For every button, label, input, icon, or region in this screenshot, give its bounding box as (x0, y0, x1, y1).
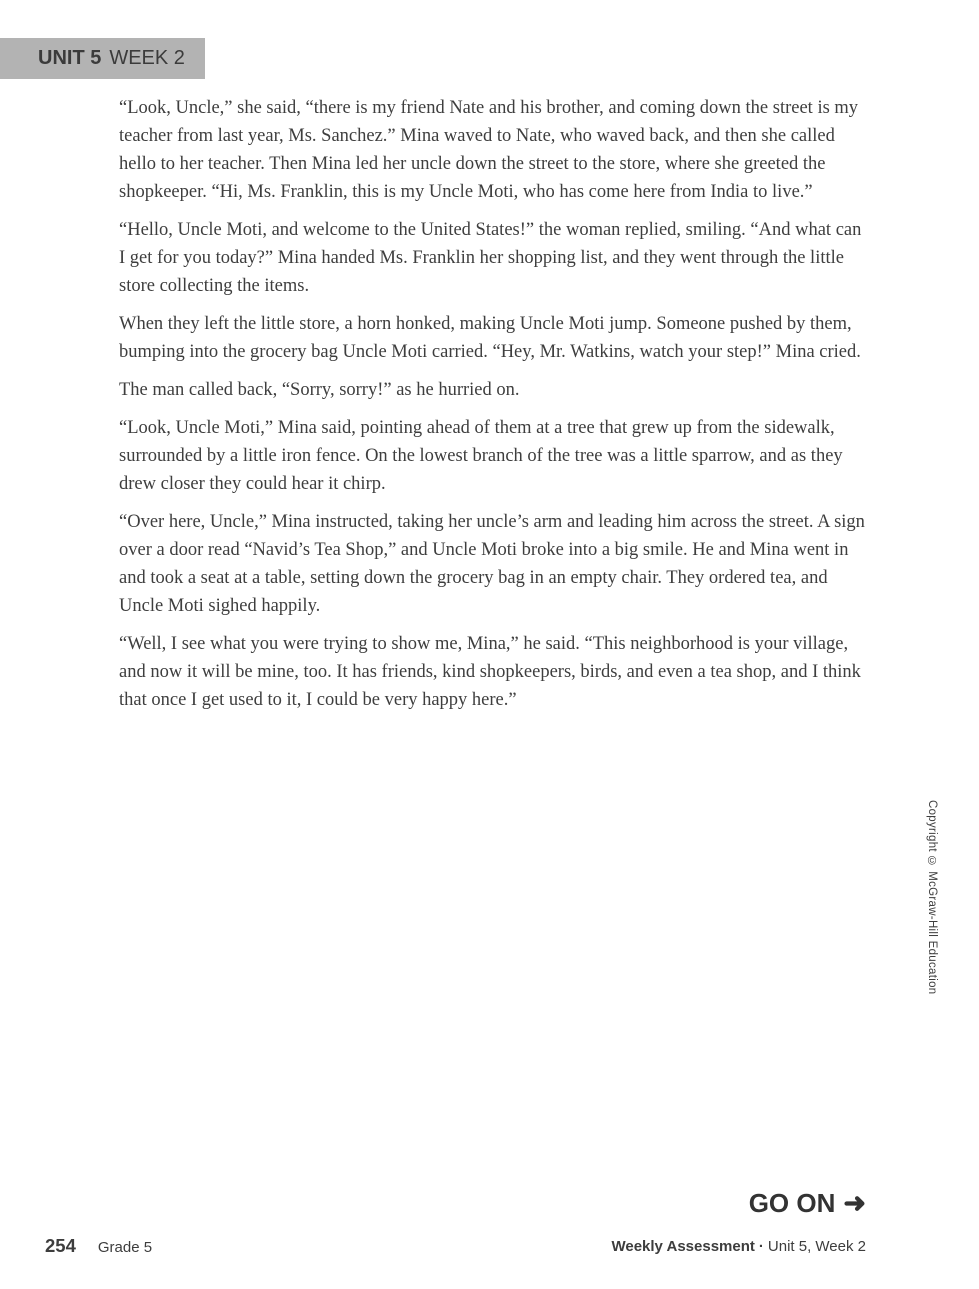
footer-separator: · (758, 1238, 764, 1255)
footer-left (45, 1235, 152, 1257)
passage-paragraph-3: When they left the little store, a horn honked, making Uncle Moti jump. Someone pushed by them, bumping into the grocery bag Uncle Moti carried. “Hey, Mr. Watkins, watch your step!” Mina cried. (119, 314, 861, 362)
go-on-instruction (749, 1188, 866, 1219)
unit-week-badge (0, 38, 205, 79)
week-label: WEEK 2 (109, 47, 185, 69)
passage-paragraph-6: “Over here, Uncle,” Mina instructed, taking her uncle’s arm and leading him across the street. A sign over a door read “Navid’s Tea Shop,” and Uncle Moti broke into a big smile. He and Mina went in and took a seat at a table, setting down the grocery bag in an empty chair. They ordered tea, and Uncle Moti sighed happily. (119, 512, 865, 616)
go-on-label: GO ON (748, 1188, 836, 1218)
unit-label: UNIT 5 (38, 47, 102, 69)
passage-paragraph-5: “Look, Uncle Moti,” Mina said, pointing ahead of them at a tree that grew up from the sidewalk, surrounded by a little iron fence. On the lowest branch of the tree was a little sparrow, and as they drew closer they could hear it chirp. (119, 418, 843, 494)
grade-label: Grade 5 (97, 1239, 153, 1256)
right-arrow-icon: ➜ (843, 1188, 866, 1218)
passage-paragraph-7: “Well, I see what you were trying to show me, Mina,” he said. “This neighborhood is your village, and now it will be mine, too. It has friends, kind shopkeepers, birds, and even a tea shop, and I think that once I get used to it, I could be very happy here.” (119, 634, 861, 710)
passage-paragraph-4: The man called back, “Sorry, sorry!” as he hurried on. (119, 380, 520, 400)
assessment-title: Weekly Assessment (611, 1238, 755, 1255)
page-number: 254 (45, 1235, 76, 1256)
reading-passage (119, 94, 867, 724)
unit-week-footer: Unit 5, Week 2 (767, 1238, 866, 1255)
passage-paragraph-2: “Hello, Uncle Moti, and welcome to the United States!” the woman replied, smiling. “And what can I get for you today?” Mina handed Ms. Franklin her shopping list, and they went through the little store collecting the items. (119, 220, 862, 296)
copyright-notice: Copyright © McGraw-Hill Education (926, 800, 938, 995)
footer-right (611, 1238, 866, 1255)
passage-paragraph-1: “Look, Uncle,” she said, “there is my friend Nate and his brother, and coming down the street is my teacher from last year, Ms. Sanchez.” Mina waved to Nate, who waved back, and then she called hello to her teacher. Then Mina led her uncle down the street to the store, where she greeted the shopkeeper. “Hi, Ms. Franklin, this is my Uncle Moti, who has come here from India to live.” (119, 98, 859, 202)
